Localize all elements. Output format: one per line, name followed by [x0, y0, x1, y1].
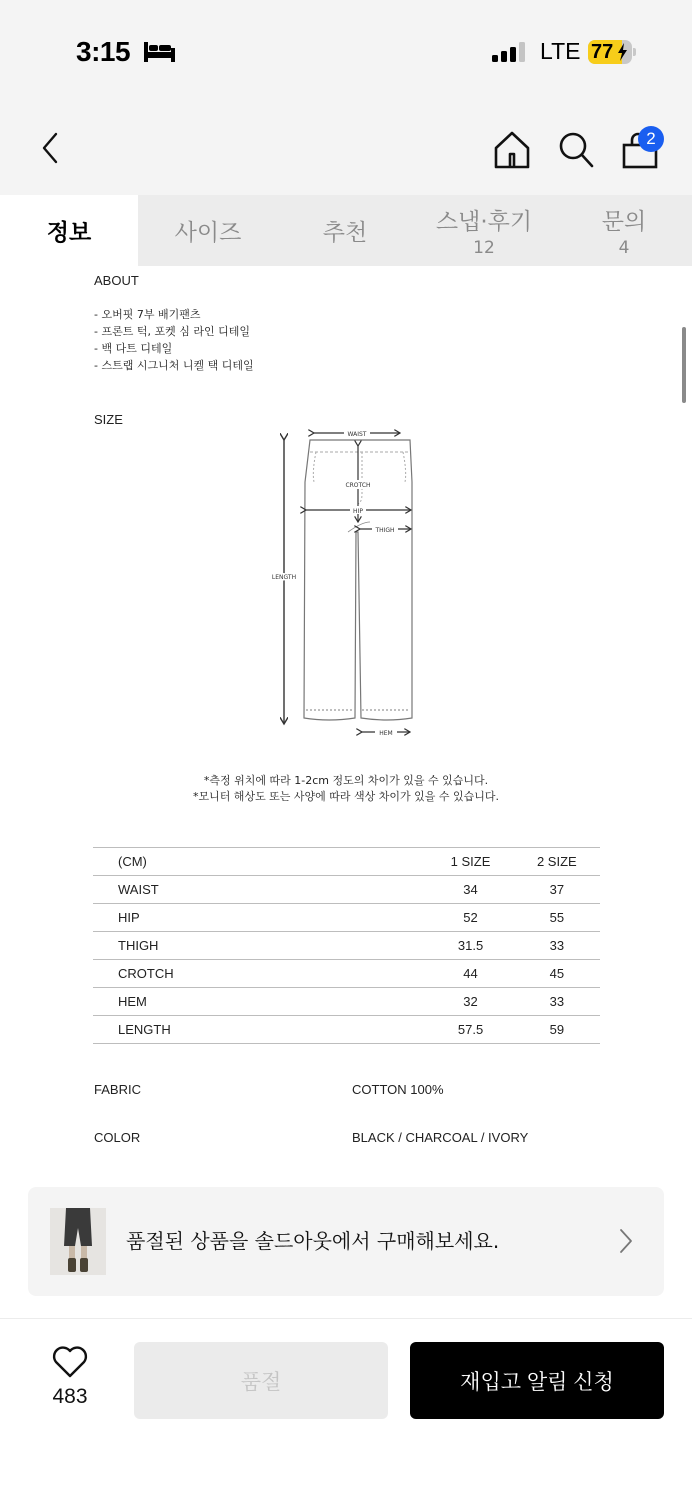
restock-alert-button[interactable]: 재입고 알림 신청: [410, 1342, 664, 1419]
cart-badge: 2: [638, 126, 664, 152]
note-line: *측정 위치에 따라 1-2cm 정도의 차이가 있을 수 있습니다.: [203, 774, 489, 787]
tab-inquiry[interactable]: [556, 195, 692, 266]
status-bar: [0, 0, 692, 100]
thigh-label: THIGH: [375, 527, 395, 534]
table-header: 2 SIZE: [514, 848, 600, 876]
heart-icon: [52, 1345, 88, 1379]
back-button[interactable]: [34, 128, 66, 168]
color-value: BLACK / CHARCOAL / IVORY: [352, 1130, 529, 1145]
color-row: [94, 1130, 594, 1145]
soldout-button[interactable]: 품절: [134, 1342, 388, 1419]
home-icon: [496, 133, 528, 167]
tab-size[interactable]: [138, 195, 278, 266]
table-cell: 55: [514, 904, 600, 932]
waist-label: WAIST: [347, 431, 367, 438]
battery-indicator: [588, 40, 636, 64]
fabric-row: [94, 1082, 594, 1097]
tab-label: 정보: [46, 220, 92, 246]
table-cell: 57.5: [427, 1016, 513, 1044]
battery-percent: 77: [591, 41, 614, 63]
hem-label: HEM: [379, 730, 393, 737]
table-cell: HIP: [93, 904, 427, 932]
chevron-right-icon: [618, 1227, 634, 1255]
table-row: [93, 876, 600, 904]
about-list: [94, 306, 254, 374]
tab-count: 12: [473, 238, 495, 258]
table-cell: 44: [427, 960, 513, 988]
product-thumbnail: [50, 1208, 106, 1275]
table-row: [93, 988, 600, 1016]
table-cell: CROTCH: [93, 960, 427, 988]
nav-header: [0, 100, 692, 195]
table-row: [93, 960, 600, 988]
tab-bar: [0, 195, 692, 266]
tab-info[interactable]: [0, 195, 138, 266]
table-cell: 52: [427, 904, 513, 932]
tab-label: 스냅·후기: [435, 209, 533, 235]
table-cell: 32: [427, 988, 513, 1016]
size-table: [93, 847, 600, 1044]
network-type: LTE: [540, 38, 581, 64]
table-cell: 33: [514, 988, 600, 1016]
table-cell: 59: [514, 1016, 600, 1044]
table-header-row: [93, 848, 600, 876]
length-label: LENGTH: [271, 574, 297, 581]
fabric-label: FABRIC: [94, 1082, 141, 1097]
tab-reviews[interactable]: [412, 195, 556, 266]
about-item: - 스트랩 시그니처 니켈 택 디테일: [94, 359, 254, 372]
table-cell: 45: [514, 960, 600, 988]
table-cell: 37: [514, 876, 600, 904]
bed-icon: [144, 42, 175, 62]
chevron-left-icon: [44, 134, 56, 162]
scrollbar[interactable]: [682, 327, 686, 403]
fabric-value: COTTON 100%: [352, 1082, 444, 1097]
table-cell: WAIST: [93, 876, 427, 904]
search-icon: [561, 134, 592, 166]
note-line: *모니터 해상도 또는 사양에 따라 색상 차이가 있을 수 있습니다.: [192, 790, 500, 803]
tab-label: 사이즈: [174, 220, 242, 246]
table-row: [93, 904, 600, 932]
like-count: 483: [52, 1385, 88, 1408]
hip-label: HIP: [353, 508, 363, 515]
search-button[interactable]: [556, 130, 596, 170]
measurement-notes: [0, 773, 692, 805]
tab-label: 문의: [601, 209, 647, 235]
color-label: COLOR: [94, 1130, 141, 1145]
table-header: 1 SIZE: [427, 848, 513, 876]
soldout-banner-text: 품절된 상품을 솔드아웃에서 구매해보세요.: [126, 1229, 500, 1253]
tab-recommend[interactable]: [278, 195, 412, 266]
crotch-label: CROTCH: [345, 482, 371, 489]
cellular-signal-icon: [492, 42, 526, 62]
about-item: - 프론트 턱, 포켓 심 라인 디테일: [94, 325, 250, 338]
pants-measurement-diagram: [262, 422, 432, 742]
table-cell: 33: [514, 932, 600, 960]
table-cell: HEM: [93, 988, 427, 1016]
tab-label: 추천: [322, 220, 368, 246]
status-time: 3:15: [76, 36, 131, 67]
table-row: [93, 1016, 600, 1044]
tab-count: 4: [618, 238, 630, 258]
about-item: - 오버핏 7부 배기팬츠: [94, 308, 201, 321]
charging-bolt-icon: [617, 43, 628, 61]
table-cell: THIGH: [93, 932, 427, 960]
like-button[interactable]: [40, 1345, 100, 1415]
size-title: SIZE: [94, 412, 123, 427]
soldout-market-banner[interactable]: [28, 1187, 664, 1296]
table-header: (CM): [93, 848, 427, 876]
about-title: ABOUT: [94, 273, 139, 288]
table-cell: LENGTH: [93, 1016, 427, 1044]
table-cell: 34: [427, 876, 513, 904]
table-row: [93, 932, 600, 960]
home-button[interactable]: [492, 130, 532, 170]
about-item: - 백 다트 디테일: [94, 342, 173, 355]
bottom-action-bar: [0, 1318, 692, 1500]
table-cell: 31.5: [427, 932, 513, 960]
